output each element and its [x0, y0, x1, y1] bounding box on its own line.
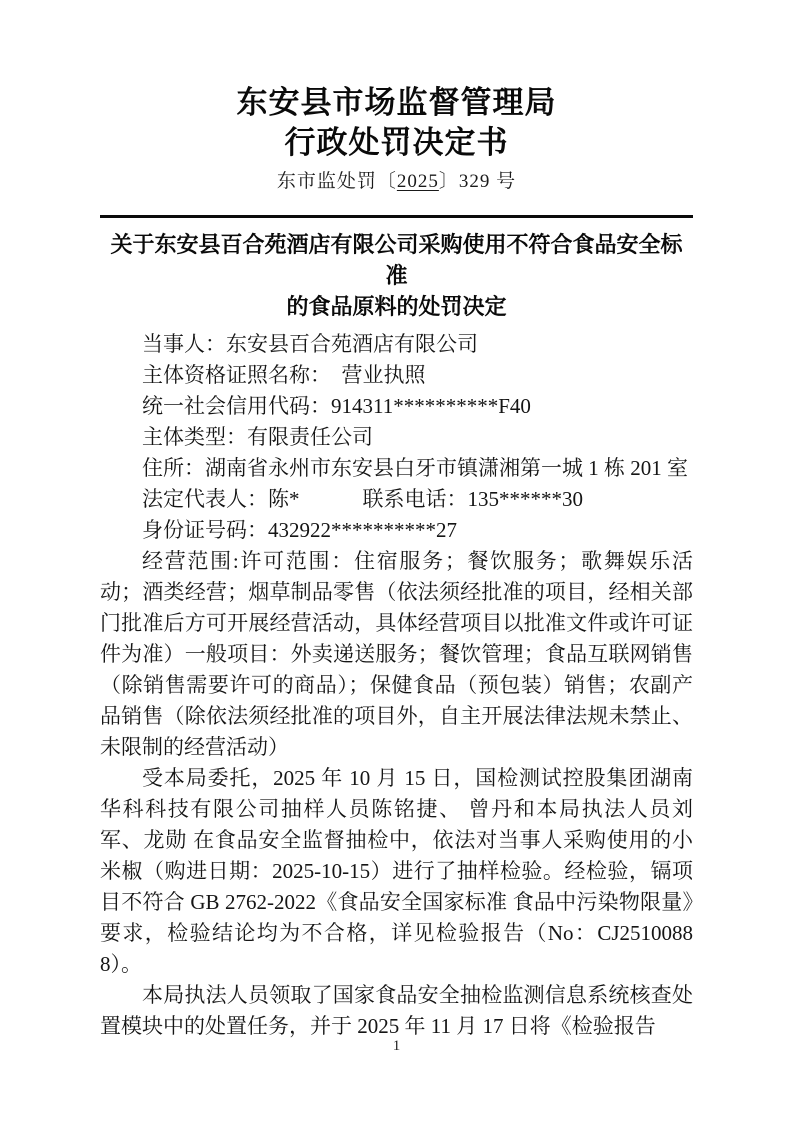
legal-rep-contact-line: 法定代表人：陈* 联系电话：135******30	[142, 487, 583, 511]
decision-subject-line1: 关于东安县百合苑酒店有限公司采购使用不符合食品安全标准	[110, 232, 683, 288]
document-body	[100, 329, 693, 1042]
doc-number-suffix: 〕329 号	[438, 171, 517, 192]
business-scope-paragraph: 经营范围:许可范围：住宿服务；餐饮服务；歌舞娱乐活动；酒类经营；烟草制品零售（依法须经批准的项目，经相关部门批准后方可开展经营活动，具体经营项目以批准文件或许可证件为准）一般项目：外卖递送服务；餐饮管理；食品互联网销售（除销售需要许可的商品）；保健食品（预包装）销售；农副产品销售（除依法须经批准的项目外，自主开展法律法规未禁止、未限制的经营活动）	[100, 549, 693, 759]
entity-type-line: 主体类型：有限责任公司	[142, 425, 373, 449]
address-line: 住所：湖南省永州市东安县白牙市镇潇湘第一城 1 栋 201 室	[142, 456, 688, 480]
id-number-line: 身份证号码：432922**********27	[142, 518, 457, 542]
license-name-line: 主体资格证照名称： 营业执照	[142, 363, 426, 387]
doc-number-prefix: 东市监处罚〔	[276, 171, 397, 192]
decision-subject	[100, 229, 693, 322]
credit-code-line: 统一社会信用代码：914311**********F40	[142, 394, 531, 418]
header-rule	[100, 215, 693, 218]
sampling-inspection-paragraph: 受本局委托，2025 年 10 月 15 日，国检测试控股集团湖南华科科技有限公司抽样人员陈铭捷、 曾丹和本局执法人员刘军、龙勋 在食品安全监督抽检中，依法对当事人采购使用的小米椒（购进日期：2025-10-15）进行了抽样检验。经检验，镉项目不符合 GB 2762-2022《食品安全国家标准 食品中污染物限量》要求，检验结论均为不合格，详见检验报告（No：CJ25100888）。	[100, 766, 693, 976]
doc-number	[100, 169, 693, 195]
party-name-line: 当事人：东安县百合苑酒店有限公司	[142, 332, 478, 356]
doc-type-title: 行政处罚决定书	[284, 125, 509, 160]
doc-number-year: 2025	[396, 171, 439, 192]
agency-title: 东安县市场监督管理局	[236, 85, 557, 120]
decision-subject-line2: 的食品原料的处罚决定	[286, 294, 507, 319]
task-handling-paragraph: 本局执法人员领取了国家食品安全抽检监测信息系统核查处置模块中的处置任务，并于 2025 年 11 月 17 日将《检验报告	[100, 983, 693, 1038]
page-number: 1	[392, 1038, 401, 1054]
